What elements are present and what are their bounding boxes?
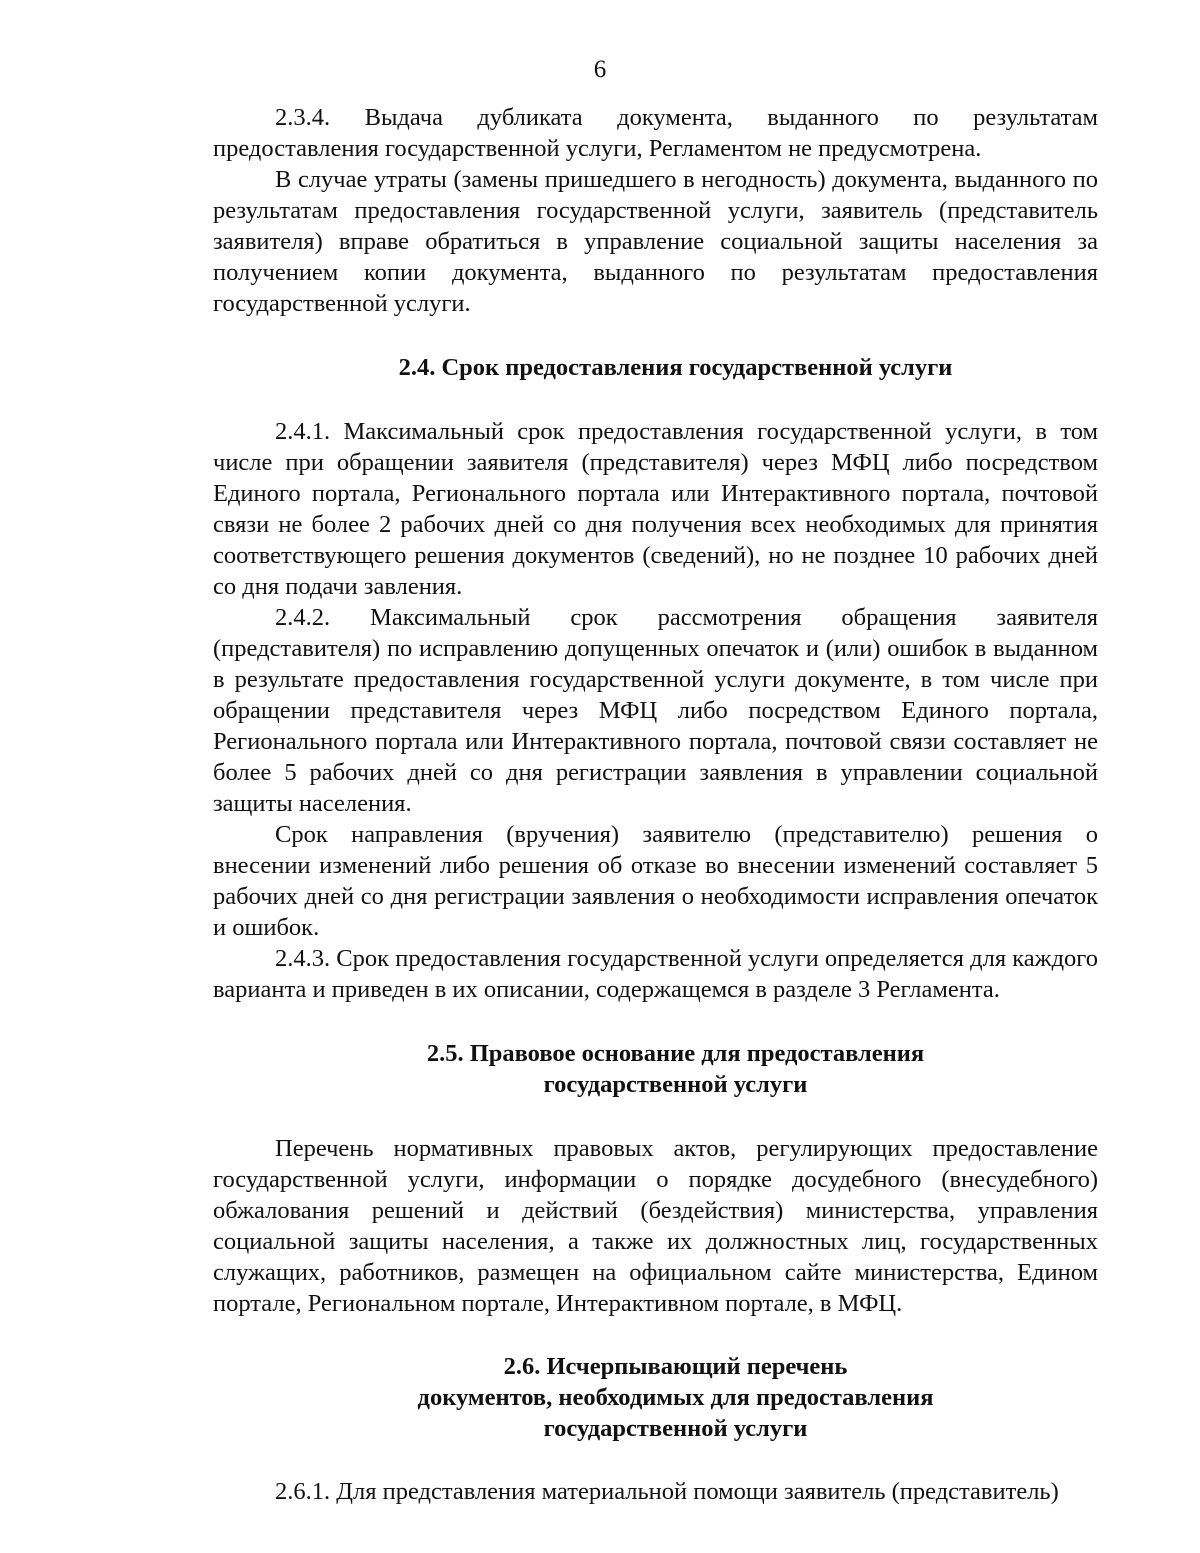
heading-2-5 <box>213 1038 1098 1100</box>
paragraph-2-3-4: 2.3.4. Выдача дубликата документа, выданного по результатам предоставления государственной услуги, Регламентом не предусмотрена. <box>213 104 1098 162</box>
heading-2-5-line-2: государственной услуги <box>543 1071 808 1098</box>
page-number: 6 <box>593 56 607 83</box>
paragraph-2-3-4-loss: В случае утраты (замены пришедшего в негодность) документа, выданного по результатам предоставления государственной услуги, заявитель (представитель заявителя) вправе обратиться в управление социальной защиты населения за получением копии документа, выданного по результатам предоставления государственной услуги. <box>213 166 1098 317</box>
paragraph-2-6-1: 2.6.1. Для представления материальной помощи заявитель (представитель) <box>275 1478 1059 1505</box>
heading-2-4: 2.4. Срок предоставления государственной услуги <box>398 354 953 381</box>
paragraph-2-4-3: 2.4.3. Срок предоставления государственной услуги определяется для каждого варианта и приведен в их описании, содержащемся в разделе 3 Регламента. <box>213 945 1098 1003</box>
heading-2-5-line-1: 2.5. Правовое основание для предоставления <box>426 1040 925 1067</box>
heading-2-6 <box>213 1351 1098 1444</box>
heading-2-6-line-2: документов, необходимых для предоставления <box>417 1384 934 1411</box>
paragraph-2-5: Перечень нормативных правовых актов, регулирующих предоставление государственной услуги, информации о порядке досудебного (внесудебного) обжалования решений и действий (бездействия) министерства, управления социальной защиты населения, а также их должностных лиц, государственных служащих, работников, размещен на официальном сайте министерства, Едином портале, Региональном портале, Интерактивном портале, в МФЦ. <box>213 1135 1098 1317</box>
paragraph-2-4-2-term: Срок направления (вручения) заявителю (представителю) решения о внесении изменений либо решения об отказе во внесении изменений составляет 5 рабочих дней со дня регистрации заявления о необходимости исправления опечаток и ошибок. <box>213 821 1098 941</box>
document-body <box>213 102 1098 1507</box>
paragraph-2-4-2: 2.4.2. Максимальный срок рассмотрения обращения заявителя (представителя) по исправлению допущенных опечаток и (или) ошибок в выданном в результате предоставления государственной услуги документе, в том числе при обращении представителя через МФЦ либо посредством Единого портала, Регионального портала или Интерактивного портала, почтовой связи составляет не более 5 рабочих дней со дня регистрации заявления в управлении социальной защиты населения. <box>213 604 1098 817</box>
paragraph-2-4-1: 2.4.1. Максимальный срок предоставления государственной услуги, в том числе при обращении заявителя (представителя) через МФЦ либо посредством Единого портала, Регионального портала или Интерактивного портала, почтовой связи не более 2 рабочих дней со дня получения всех необходимых для принятия соответствующего решения документов (сведений), но не позднее 10 рабочих дней со дня подачи завления. <box>213 418 1098 600</box>
heading-2-6-line-3: государственной услуги <box>543 1415 808 1442</box>
heading-2-6-line-1: 2.6. Исчерпывающий перечень <box>503 1353 848 1380</box>
